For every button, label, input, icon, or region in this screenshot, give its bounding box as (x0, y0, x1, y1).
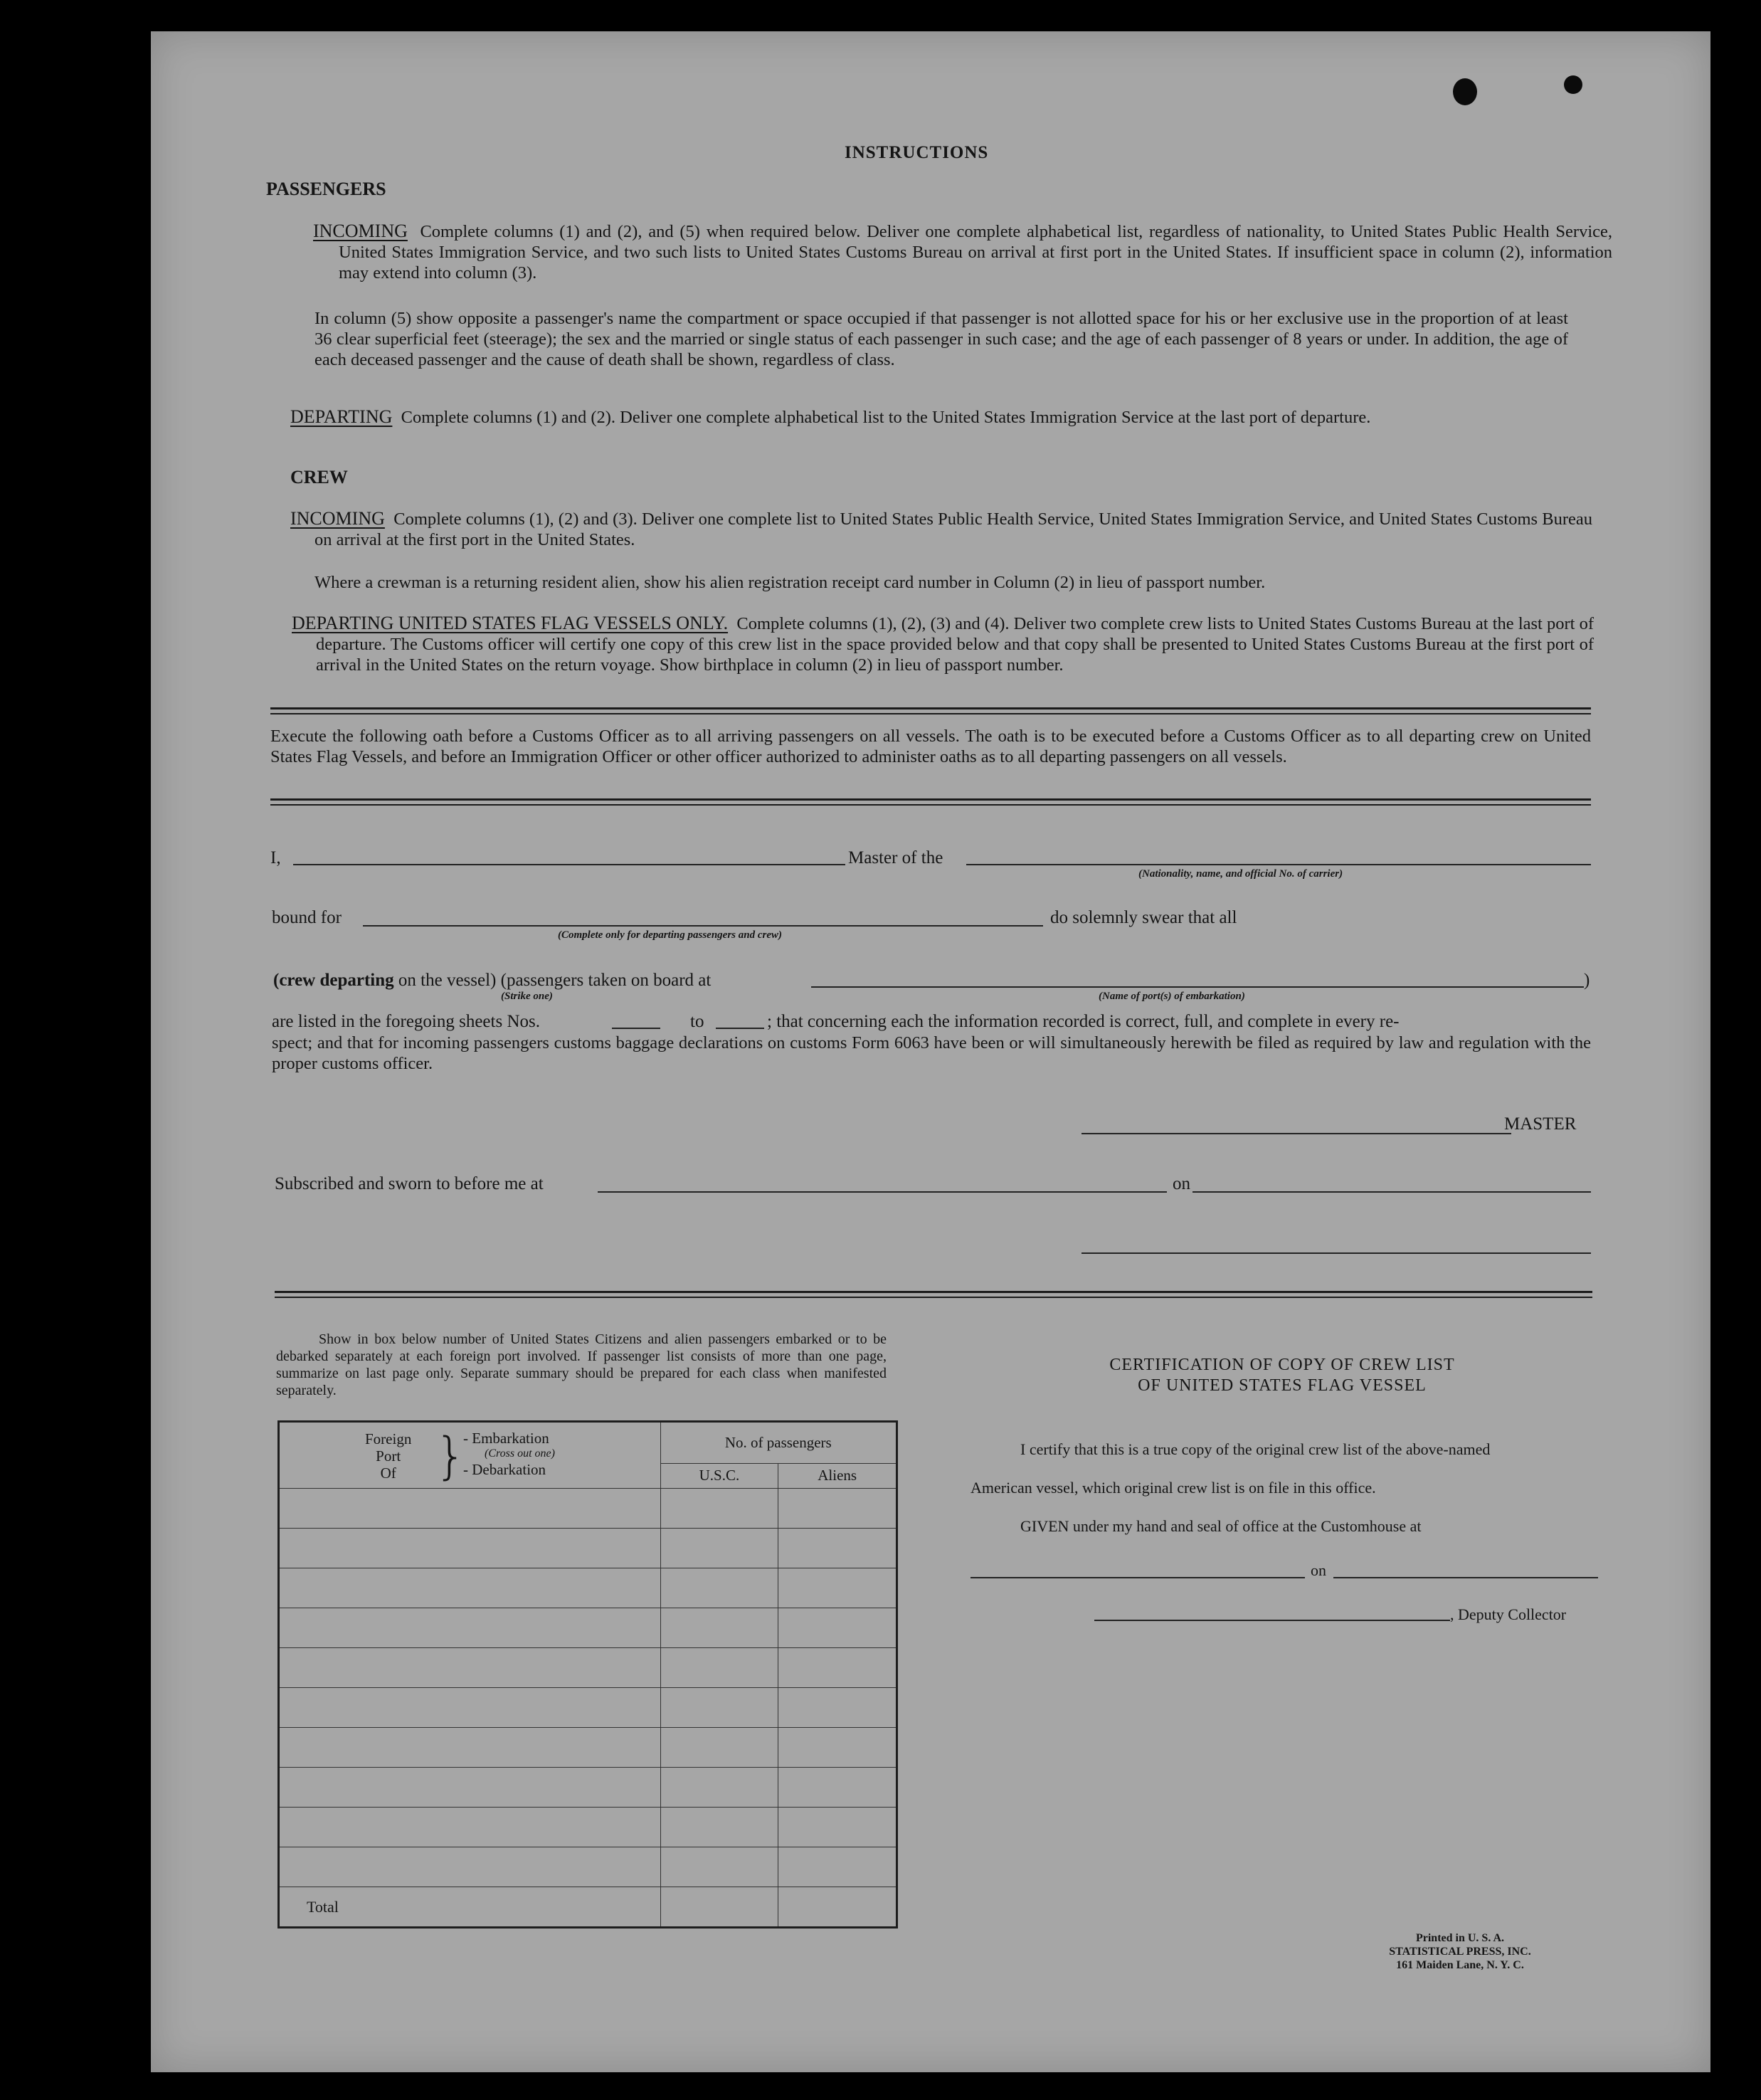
printer-imprint (1353, 1931, 1567, 1972)
crew-heading: CREW (290, 467, 348, 487)
deputy-collector-label: , Deputy Collector (1450, 1605, 1567, 1623)
table-row[interactable] (279, 1608, 897, 1648)
summary-note: Show in box below number of United States Citizens and alien passengers embarked or to be debarked separately at each foreign port involved. If passenger list consists of more than one page, summarize on last page only. Separate summary should be prepared for each class when manifested separately. (276, 1331, 887, 1398)
table-row[interactable] (279, 1768, 897, 1808)
no-of-passengers-header: No. of passengers (660, 1422, 897, 1464)
aliens-header: Aliens (778, 1463, 897, 1488)
cross-out-label: (Cross out one) (485, 1447, 555, 1460)
table-row[interactable] (279, 1847, 897, 1887)
carrier-caption: (Nationality, name, and official No. of carrier) (1138, 868, 1343, 880)
listed-c: spect; and that for incoming passengers customs baggage declarations on customs Form 6063 have been or will simultaneously herewith be filed as required by law and regulation with the proper customs officer. (272, 1033, 1591, 1073)
printer-line2: STATISTICAL PRESS, INC. (1389, 1946, 1531, 1958)
table-row[interactable] (279, 1808, 897, 1847)
passenger-summary-table (277, 1420, 898, 1928)
departing-lead: DEPARTING (290, 406, 393, 427)
master-name-line[interactable] (293, 864, 845, 865)
crew-passengers-choice (273, 971, 711, 991)
embarkation-label: - Embarkation (463, 1430, 549, 1447)
passengers-taken: (passengers taken on board at (500, 971, 712, 990)
bound-for-line[interactable] (363, 925, 1043, 927)
master-of-the-label: Master of the (848, 848, 943, 867)
subscribed-label: Subscribed and sworn to before me at (275, 1174, 544, 1193)
table-row[interactable] (279, 1688, 897, 1728)
table-row[interactable] (279, 1648, 897, 1688)
table-row[interactable] (279, 1728, 897, 1768)
sworn-on-label: on (1173, 1174, 1190, 1193)
printer-line3: 161 Maiden Lane, N. Y. C. (1396, 1959, 1524, 1971)
cert-date-line[interactable] (1333, 1577, 1598, 1578)
certification-title-1: CERTIFICATION OF COPY OF CREW LIST (1109, 1356, 1455, 1374)
table-row[interactable] (279, 1568, 897, 1608)
port-label: Port (376, 1447, 401, 1465)
cert-line3: GIVEN under my hand and seal of office at the Customhouse at (1020, 1517, 1422, 1535)
passengers-incoming-text: Complete columns (1) and (2), and (5) when required below. Deliver one complete alphabetical list, regardless of nationality, to United States Public Health Service, United States Immigration Service, and two such lists to United States Customs Bureau on arrival at first port in the United States. If insufficient space in column (2), information may extend into column (3). (339, 222, 1613, 283)
incoming-lead: INCOMING (313, 221, 408, 241)
listed-to: to (690, 1012, 704, 1031)
certification-title (1033, 1355, 1531, 1396)
punch-hole (1564, 75, 1582, 94)
listed-a: are listed in the foregoing sheets Nos. (272, 1012, 540, 1031)
crew-incoming-lead: INCOMING (290, 508, 385, 529)
form-sheet (151, 31, 1710, 2072)
port-caption: (Name of port(s) of embarkation) (1099, 991, 1245, 1002)
cert-line2: American vessel, which original crew list is on file in this office. (971, 1479, 1376, 1497)
table-row[interactable] (279, 1529, 897, 1568)
divider (270, 707, 1591, 714)
debarkation-label: - Debarkation (463, 1461, 546, 1478)
cert-on: on (1311, 1561, 1326, 1579)
column5-instructions: In column (5) show opposite a passenger's name the compartment or space occupied if that passenger is not allotted space for his or her exclusive use in the proportion of at least 36 clear superficial feet (steerage); the sex and the married or single status of each passenger in such case; and the age of each passenger of 8 years or under. In addition, the age of each deceased passenger and the cause of death shall be shown, regardless of class. (314, 309, 1568, 369)
master-signature-line[interactable] (1082, 1133, 1511, 1134)
page-title: INSTRUCTIONS (845, 143, 989, 162)
officer-signature-line[interactable] (1082, 1252, 1591, 1254)
bound-caption: (Complete only for departing passengers and crew) (558, 929, 782, 941)
cert-line1: I certify that this is a true copy of the original crew list of the above-named (1020, 1440, 1491, 1458)
bound-for-label: bound for (272, 908, 342, 927)
oath-i: I, (270, 848, 281, 867)
customhouse-line[interactable] (971, 1577, 1305, 1578)
carrier-line[interactable] (966, 864, 1591, 865)
close-paren: ) (1584, 971, 1590, 990)
usc-header: U.S.C. (660, 1463, 778, 1488)
strike-caption: (Strike one) (501, 991, 553, 1002)
sworn-place-line[interactable] (598, 1191, 1167, 1193)
crew-departing-rest: on the vessel) (398, 971, 497, 990)
passengers-departing-text: Complete columns (1) and (2). Deliver one complete alphabetical list to the United States Immigration Service at the last port of departure. (401, 408, 1371, 427)
sheet-from-line[interactable] (612, 1028, 660, 1029)
total-row[interactable] (279, 1887, 897, 1928)
divider (275, 1291, 1592, 1298)
swear-label: do solemnly swear that all (1050, 908, 1237, 927)
crew-incoming-text: Complete columns (1), (2) and (3). Deliver one complete list to United States Public Health Service, United States Immigration Service, and United States Customs Bureau on arrival at the first port in the United States. (314, 510, 1592, 549)
table-row[interactable] (279, 1489, 897, 1529)
crew-departing-lead: DEPARTING UNITED STATES FLAG VESSELS ONLY. (292, 613, 729, 633)
divider (270, 798, 1591, 806)
total-label: Total (279, 1887, 661, 1928)
port-header: Foreign Port Of } - Embarkation (Cross out one) - Debarkation (279, 1422, 661, 1489)
crew-departing-text: Complete columns (1), (2), (3) and (4). Deliver two complete crew lists to United States Customs Bureau at the last port of departure. The Customs officer will certify one copy of this crew list in the space provided below and that copy shall be presented to United States Customs Bureau at the first port of arrival in the United States on the return voyage. Show birthplace in column (2) in lieu of passport number. (316, 614, 1594, 675)
oath-intro: Execute the following oath before a Customs Officer as to all arriving passengers on all vessels. The oath is to be executed before a Customs Officer as to all departing crew on United States Flag Vessels, and before an Immigration Officer or other officer authorized to administer oaths as to all departing passengers on all vessels. (270, 727, 1591, 766)
crew-resident-note: Where a crewman is a returning resident alien, show his alien registration receipt card number in Column (2) in lieu of passport number. (314, 573, 1266, 592)
foreign-label: Foreign (365, 1430, 412, 1447)
punch-hole (1453, 78, 1477, 105)
listed-b: ; that concerning each the information recorded is correct, full, and complete in every re- (767, 1012, 1400, 1031)
port-embarkation-line[interactable] (811, 986, 1584, 988)
passengers-departing (290, 406, 1592, 428)
of-label: Of (380, 1465, 396, 1482)
passengers-incoming (313, 221, 1612, 283)
deputy-signature-line[interactable] (1094, 1620, 1450, 1621)
certification-title-2: OF UNITED STATES FLAG VESSEL (1138, 1376, 1427, 1395)
crew-incoming (290, 508, 1592, 550)
printer-line1: Printed in U. S. A. (1415, 1932, 1504, 1944)
crew-departing-bold: (crew departing (273, 971, 394, 990)
master-label: MASTER (1504, 1114, 1577, 1134)
sheet-to-line[interactable] (716, 1028, 764, 1029)
passengers-heading: PASSENGERS (266, 179, 386, 199)
sworn-date-line[interactable] (1192, 1191, 1591, 1193)
crew-departing (292, 613, 1594, 675)
